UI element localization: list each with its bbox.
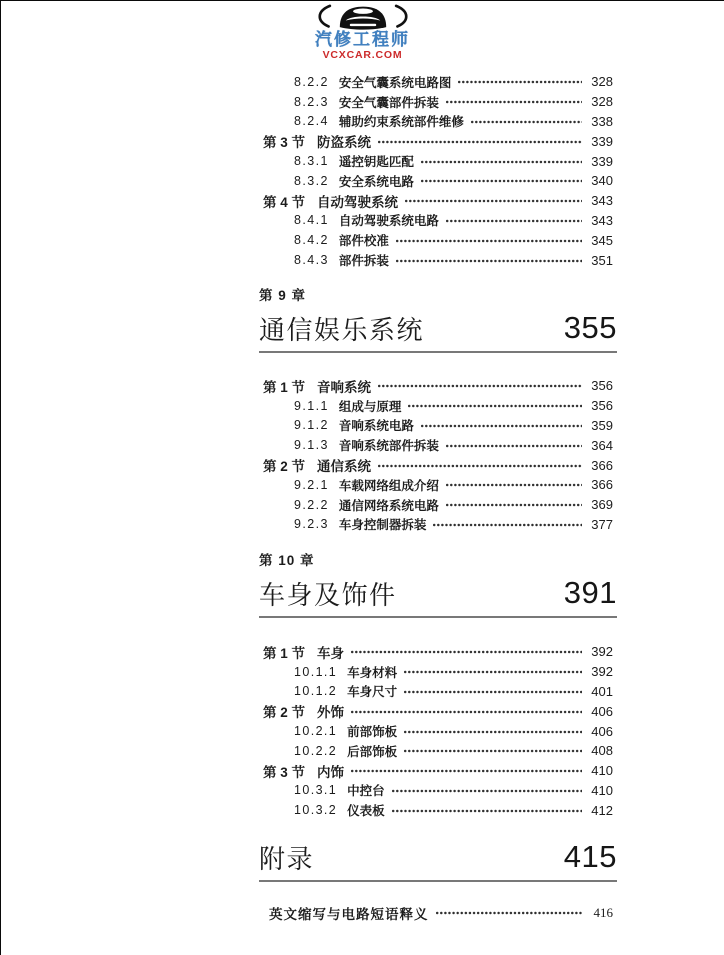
dot-leader	[378, 461, 582, 473]
toc-entry[interactable]	[259, 131, 613, 151]
dot-leader	[446, 480, 582, 492]
toc-entry-page: 328	[591, 94, 613, 110]
toc-entry-page: 345	[591, 232, 613, 248]
dot-leader	[405, 196, 582, 208]
dot-leader	[436, 908, 583, 920]
dot-leader	[378, 381, 582, 393]
toc-entry-label: 音响系统	[317, 379, 372, 395]
chapter-rule	[259, 616, 617, 618]
toc-list-chapter9	[259, 376, 613, 534]
toc-entry-label: 仪表板	[347, 804, 385, 819]
toc-entry-page: 359	[591, 417, 613, 433]
toc-entry[interactable]	[259, 495, 613, 515]
toc-entry[interactable]	[259, 662, 613, 682]
toc-entry-number: 10.2.1	[294, 724, 338, 739]
toc-entry-number: 第 1 节	[263, 645, 306, 661]
dot-leader	[421, 176, 582, 188]
toc-entry-label: 中控台	[347, 784, 385, 799]
toc-entry-page: 356	[591, 378, 613, 394]
appendix-entry-page: 416	[593, 904, 613, 920]
toc-entry-page: 408	[591, 743, 613, 759]
toc-entry-page: 392	[591, 644, 613, 660]
toc-entry-page: 343	[591, 193, 613, 209]
toc-entry-number: 9.1.3	[294, 438, 329, 453]
chapter-10-heading	[259, 554, 617, 618]
chapter-number-label: 第 10 章	[259, 553, 315, 568]
toc-entry-label: 车身	[317, 645, 345, 661]
toc-entry[interactable]	[259, 701, 613, 721]
toc-entry[interactable]	[259, 396, 613, 416]
chapter-9-heading	[259, 289, 617, 353]
dot-leader	[404, 727, 582, 739]
toc-entry-number: 9.2.1	[294, 477, 329, 492]
toc-entry-number: 10.1.2	[294, 684, 338, 699]
toc-entry[interactable]	[259, 455, 613, 475]
logo-subtitle: VCXCAR.COM	[322, 49, 403, 61]
dot-leader	[351, 707, 582, 719]
dot-leader	[351, 647, 582, 659]
chapter-title[interactable]: 通信娱乐系统	[259, 315, 425, 345]
logo-title: 汽修工程师	[315, 30, 410, 49]
toc-entry[interactable]	[259, 72, 613, 92]
toc-entry-page: 406	[591, 703, 613, 719]
dot-leader	[471, 117, 582, 129]
toc-entry-number: 9.2.3	[294, 517, 329, 532]
toc-entry-page: 338	[591, 113, 613, 129]
appendix-page-number: 415	[563, 839, 617, 874]
toc-entry-label: 车身控制器拆装	[338, 518, 427, 533]
toc-entry-label: 车身材料	[347, 665, 398, 680]
toc-entry-page: 369	[591, 497, 613, 513]
toc-entry-label: 通信系统	[317, 459, 372, 475]
toc-entry-label: 车载网络组成介绍	[338, 478, 439, 493]
toc-entry-number: 10.2.2	[294, 743, 338, 758]
toc-entry[interactable]	[259, 112, 613, 132]
toc-entry-label: 安全气囊部件拆装	[338, 95, 439, 110]
appendix-rule	[259, 880, 617, 882]
toc-entry[interactable]	[259, 761, 613, 781]
dot-leader	[446, 500, 582, 512]
toc-list-chapter8	[259, 72, 613, 270]
dot-leader	[446, 216, 582, 228]
toc-entry[interactable]	[259, 191, 613, 211]
toc-entry-number: 9.2.2	[294, 497, 329, 512]
toc-entry-number: 第 3 节	[263, 764, 306, 780]
toc-entry-number: 8.4.2	[294, 233, 329, 248]
toc-entry-label: 外饰	[317, 705, 345, 721]
chapter-number-label: 第 9 章	[259, 288, 307, 303]
chapter-page-number: 391	[563, 575, 617, 610]
toc-entry-label: 车身尺寸	[347, 685, 398, 700]
toc-entry-label: 辅助约束系统部件维修	[338, 115, 464, 130]
toc-entry-label: 内饰	[317, 764, 345, 780]
toc-entry-number: 第 4 节	[263, 194, 306, 210]
toc-entry-page: 351	[591, 252, 613, 268]
toc-entry-page: 412	[591, 802, 613, 818]
toc-entry[interactable]	[259, 682, 613, 702]
toc-entry-number: 10.1.1	[294, 664, 338, 679]
appendix-heading	[259, 839, 617, 882]
dot-leader	[396, 236, 582, 248]
toc-entry-number: 8.4.3	[294, 253, 329, 268]
toc-entry-number: 8.2.2	[294, 74, 329, 89]
toc-entry-page: 366	[591, 477, 613, 493]
toc-entry-label: 通信网络系统电路	[338, 498, 439, 513]
toc-entry-number: 第 3 节	[263, 135, 306, 151]
dot-leader	[446, 97, 582, 109]
toc-entry-page: 377	[591, 516, 613, 532]
toc-entry[interactable]	[259, 376, 613, 396]
toc-entry[interactable]	[259, 721, 613, 741]
toc-entry-number: 第 2 节	[263, 705, 306, 721]
toc-entry[interactable]	[259, 435, 613, 455]
toc-entry-number: 9.1.1	[294, 398, 329, 413]
toc-entry-page: 340	[591, 173, 613, 189]
toc-entry-label: 后部饰板	[347, 744, 398, 759]
toc-entry-number: 8.2.4	[294, 114, 329, 129]
toc-entry-page: 406	[591, 723, 613, 739]
toc-entry-number: 8.3.2	[294, 173, 329, 188]
dot-leader	[404, 667, 582, 679]
toc-entry[interactable]	[259, 800, 613, 820]
toc-entry-label: 遥控钥匙匹配	[338, 155, 414, 170]
toc-entry-number: 8.4.1	[294, 213, 329, 228]
toc-entry-page: 410	[591, 763, 613, 779]
toc-entry[interactable]	[259, 151, 613, 171]
toc-entry-page: 328	[591, 74, 613, 90]
toc-entry-number: 8.3.1	[294, 154, 329, 169]
toc-entry[interactable]	[259, 416, 613, 436]
toc-entry[interactable]	[259, 230, 613, 250]
dot-leader	[396, 256, 582, 268]
toc-entry[interactable]	[259, 250, 613, 270]
toc-entry-number: 8.2.3	[294, 94, 329, 109]
brand-logo	[293, 3, 433, 61]
toc-entry-number: 9.1.2	[294, 418, 329, 433]
dot-leader	[404, 746, 582, 758]
toc-entry[interactable]	[259, 781, 613, 801]
toc-entry-page: 356	[591, 398, 613, 414]
toc-entry-number: 第 1 节	[263, 379, 306, 395]
dot-leader	[421, 421, 582, 433]
toc-entry-page: 339	[591, 133, 613, 149]
appendix-entry-label: 英文缩写与电路短语释义	[269, 906, 429, 922]
toc-entry-label: 部件拆装	[338, 254, 389, 269]
toc-entry-page: 401	[591, 683, 613, 699]
toc-entry-label: 安全气囊系统电路图	[338, 75, 452, 90]
toc-entry[interactable]	[259, 211, 613, 231]
dot-leader	[404, 687, 582, 699]
dot-leader	[446, 441, 582, 453]
car-top-view-icon	[310, 3, 416, 30]
toc-entry-label: 安全系统电路	[338, 174, 414, 189]
toc-entry-label: 音响系统部件拆装	[338, 439, 439, 454]
toc-entry[interactable]	[259, 475, 613, 495]
toc-entry-label: 部件校准	[338, 234, 389, 249]
dot-leader	[458, 77, 582, 89]
toc-entry[interactable]	[259, 515, 613, 535]
toc-entry[interactable]	[259, 171, 613, 191]
chapter-title[interactable]: 车身及饰件	[259, 580, 397, 610]
toc-entry-page: 366	[591, 457, 613, 473]
dot-leader	[378, 137, 582, 149]
toc-entry-number: 第 2 节	[263, 459, 306, 475]
toc-entry-label: 防盗系统	[317, 135, 372, 151]
dot-leader	[421, 157, 582, 169]
toc-entry[interactable]	[259, 741, 613, 761]
toc-entry-number: 10.3.1	[294, 783, 338, 798]
dot-leader	[392, 806, 582, 818]
toc-entry-page: 364	[591, 437, 613, 453]
toc-entry-label: 自动驾驶系统	[317, 194, 399, 210]
appendix-title[interactable]: 附录	[259, 844, 315, 874]
dot-leader	[433, 520, 582, 532]
chapter-rule	[259, 351, 617, 353]
toc-entry[interactable]	[259, 642, 613, 662]
toc-entry[interactable]	[259, 92, 613, 112]
dot-leader	[392, 786, 582, 798]
toc-entry-label: 音响系统电路	[338, 419, 414, 434]
toc-entry-page: 410	[591, 782, 613, 798]
appendix-entry[interactable]	[269, 903, 613, 923]
toc-list-chapter10	[259, 642, 613, 820]
dot-leader	[351, 766, 582, 778]
toc-entry-label: 组成与原理	[338, 399, 402, 414]
toc-entry-label: 前部饰板	[347, 725, 398, 740]
toc-entry-page: 343	[591, 212, 613, 228]
toc-entry-page: 339	[591, 153, 613, 169]
dot-leader	[408, 401, 582, 413]
toc-entry-page: 392	[591, 664, 613, 680]
toc-entry-label: 自动驾驶系统电路	[338, 214, 439, 229]
toc-entry-number: 10.3.2	[294, 803, 338, 818]
chapter-page-number: 355	[563, 310, 617, 345]
